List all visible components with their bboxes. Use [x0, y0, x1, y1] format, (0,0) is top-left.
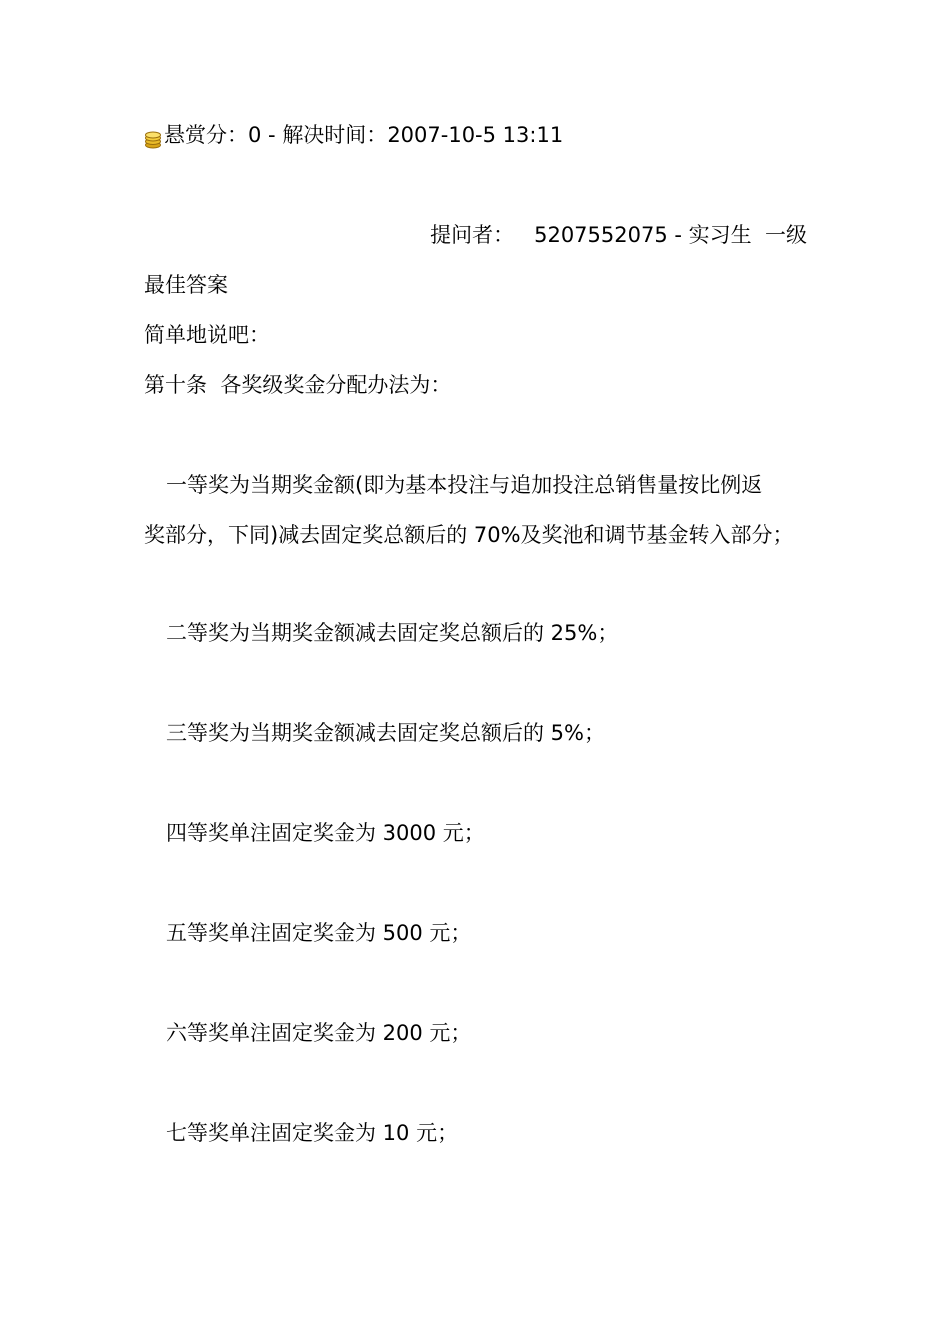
prize-3: 三等奖为当期奖金额减去固定奖总额后的 5%； [166, 721, 605, 745]
prize-1-line-2: 奖部分，下同)减去固定奖总额后的 70%及奖池和调节基金转入部分； [144, 523, 794, 547]
asker-info [430, 220, 807, 250]
reward-value: 0 [248, 123, 262, 147]
prize-7: 七等奖单注固定奖金为 10 元； [166, 1121, 459, 1145]
prize-4: 四等奖单注固定奖金为 3000 元； [166, 821, 485, 845]
article-title: 第十条 各奖级奖金分配办法为： [144, 373, 452, 397]
meta-separator: - [261, 123, 283, 147]
prize-6: 六等奖单注固定奖金为 200 元； [166, 1021, 472, 1045]
prize-1-line-1: 一等奖为当期奖金额(即为基本投注与追加投注总销售量按比例返 [166, 473, 763, 497]
coin-stack-icon [144, 127, 162, 145]
answer-intro: 简单地说吧： [144, 323, 270, 347]
question-meta [144, 120, 563, 150]
prize-5: 五等奖单注固定奖金为 500 元； [166, 921, 472, 945]
asker-separator: - [667, 223, 689, 247]
resolved-label: 解决时间： [282, 123, 388, 147]
prize-2: 二等奖为当期奖金额减去固定奖总额后的 25%； [166, 621, 619, 645]
best-answer-heading: 最佳答案 [144, 273, 228, 297]
asker-rank: 实习生 一级 [688, 223, 807, 247]
resolved-time: 2007-10-5 13:11 [387, 123, 564, 147]
reward-label: 悬赏分： [164, 123, 248, 147]
asker-username[interactable]: 5207552075 [534, 223, 668, 247]
asker-label: 提问者： [430, 223, 515, 247]
